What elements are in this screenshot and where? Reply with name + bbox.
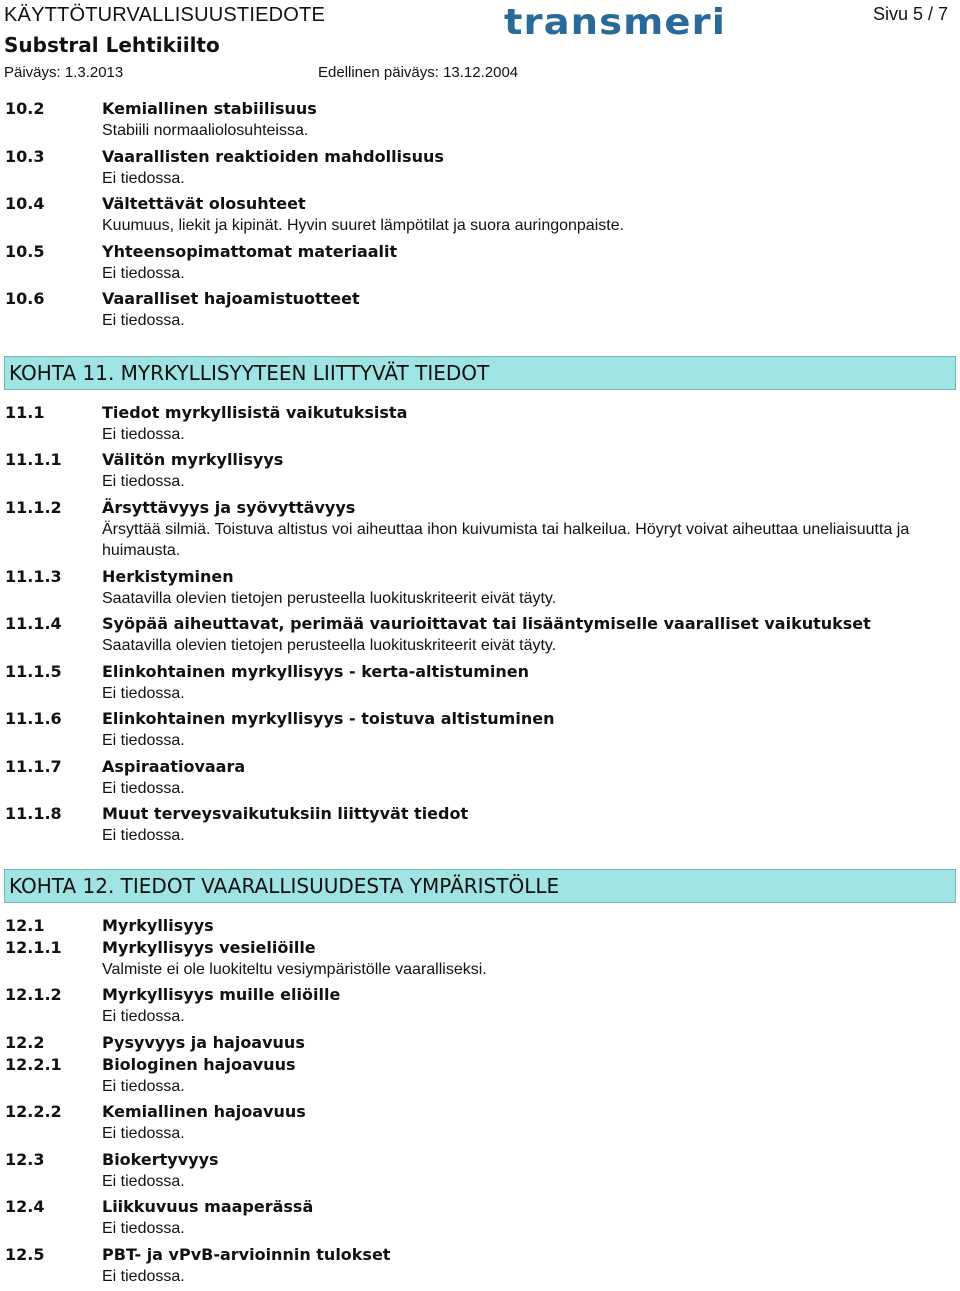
subsection-title: Biokertyvyys (102, 1149, 960, 1171)
subsection-row (0, 193, 960, 237)
subsection-text: Ärsyttää silmiä. Toistuva altistus voi aiheuttaa ihon kuivumista tai halkeilua. Höyryt voivat aiheuttaa uneliaisuutta ja huimausta. (102, 519, 960, 562)
subsection-row (0, 1054, 960, 1098)
subsection-title: Tiedot myrkyllisistä vaikutuksista (102, 402, 960, 424)
section-12-items (0, 915, 960, 1291)
subsection-row (0, 497, 960, 562)
subsection-row (0, 1149, 960, 1193)
subsection-title: Vaarallisten reaktioiden mahdollisuus (102, 146, 960, 168)
subsection-title: Elinkohtainen myrkyllisyys - kerta-altistuminen (102, 661, 960, 683)
subsection-number: 12.1 (0, 915, 102, 937)
subsection-content (102, 497, 960, 562)
subsection-row (0, 402, 960, 446)
subsection-row (0, 984, 960, 1028)
subsection-content (102, 613, 960, 657)
subsection-number: 11.1.4 (0, 613, 102, 657)
subsection-row (0, 98, 960, 142)
subsection-text: Ei tiedossa. (102, 263, 960, 285)
subsection-title: Kemiallinen stabiilisuus (102, 98, 960, 120)
row-gap (0, 332, 960, 336)
subsection-text: Saatavilla olevien tietojen perusteella luokituskriteerit eivät täyty. (102, 635, 960, 657)
subsection-text: Valmiste ei ole luokiteltu vesiympäristölle vaaralliseksi. (102, 959, 960, 981)
subsection-title: Myrkyllisyys (102, 915, 960, 937)
subsection-title: Myrkyllisyys muille eliöille (102, 984, 960, 1006)
subsection-text: Ei tiedossa. (102, 1171, 960, 1193)
subsection-number: 11.1.2 (0, 497, 102, 562)
subsection-row (0, 708, 960, 752)
subsection-number: 11.1.1 (0, 449, 102, 493)
subsection-row (0, 146, 960, 190)
subsection-content (102, 1149, 960, 1193)
row-gap (0, 847, 960, 851)
subsection-content (102, 402, 960, 446)
subsection-content (102, 1054, 960, 1098)
subsection-number: 11.1.5 (0, 661, 102, 705)
subsection-content (102, 708, 960, 752)
subsection-text: Ei tiedossa. (102, 778, 960, 800)
subsection-number: 12.4 (0, 1196, 102, 1240)
subsection-content (102, 566, 960, 610)
section-10-items (0, 98, 960, 336)
subsection-row (0, 566, 960, 610)
subsection-title: Aspiraatiovaara (102, 756, 960, 778)
subsection-number: 12.5 (0, 1244, 102, 1288)
subsection-text: Stabiili normaaliolosuhteissa. (102, 120, 960, 142)
subsection-title: Elinkohtainen myrkyllisyys - toistuva altistuminen (102, 708, 960, 730)
section-12-heading: KOHTA 12. TIEDOT VAARALLISUUDESTA YMPÄRISTÖLLE (4, 869, 956, 903)
subsection-text: Ei tiedossa. (102, 1076, 960, 1098)
issue-date: Päiväys: 1.3.2013 (4, 64, 123, 81)
subsection-title: Kemiallinen hajoavuus (102, 1101, 960, 1123)
subsection-row (0, 1032, 960, 1054)
subsection-number: 12.1.2 (0, 984, 102, 1028)
subsection-title: Muut terveysvaikutuksiin liittyvät tiedot (102, 803, 960, 825)
subsection-content (102, 1196, 960, 1240)
subsection-text: Ei tiedossa. (102, 1123, 960, 1145)
subsection-text: Ei tiedossa. (102, 471, 960, 493)
transmeri-logo (504, 6, 730, 40)
section-11-heading: KOHTA 11. MYRKYLLISYYTEEN LIITTYVÄT TIEDOT (4, 356, 956, 390)
subsection-title: Vältettävät olosuhteet (102, 193, 960, 215)
subsection-text: Ei tiedossa. (102, 730, 960, 752)
subsection-text: Ei tiedossa. (102, 825, 960, 847)
subsection-title: Vaaralliset hajoamistuotteet (102, 288, 960, 310)
subsection-row (0, 613, 960, 657)
subsection-title: Myrkyllisyys vesieliöille (102, 937, 960, 959)
page-header (0, 0, 960, 90)
subsection-content (102, 146, 960, 190)
subsection-title: Yhteensopimattomat materiaalit (102, 241, 960, 263)
subsection-content (102, 241, 960, 285)
logo-wordmark: transmeri (504, 6, 726, 40)
subsection-text: Ei tiedossa. (102, 1266, 960, 1288)
subsection-title: Ärsyttävyys ja syövyttävyys (102, 497, 960, 519)
subsection-text: Saatavilla olevien tietojen perusteella luokituskriteerit eivät täyty. (102, 588, 960, 610)
subsection-row (0, 449, 960, 493)
subsection-row (0, 1196, 960, 1240)
row-gap (0, 1287, 960, 1291)
subsection-number: 12.2.1 (0, 1054, 102, 1098)
subsection-row (0, 661, 960, 705)
subsection-row (0, 803, 960, 847)
product-name: Substral Lehtikiilto (4, 33, 220, 57)
subsection-content (102, 756, 960, 800)
subsection-number: 12.2 (0, 1032, 102, 1054)
subsection-text: Ei tiedossa. (102, 310, 960, 332)
subsection-row (0, 241, 960, 285)
subsection-text: Ei tiedossa. (102, 1006, 960, 1028)
subsection-text: Ei tiedossa. (102, 1218, 960, 1240)
subsection-content (102, 1244, 960, 1288)
subsection-content (102, 984, 960, 1028)
subsection-number: 10.3 (0, 146, 102, 190)
document-type: KÄYTTÖTURVALLISUUSTIEDOTE (4, 4, 325, 27)
subsection-content (102, 915, 960, 937)
subsection-number: 12.1.1 (0, 937, 102, 981)
subsection-row (0, 937, 960, 981)
subsection-title: PBT- ja vPvB-arvioinnin tulokset (102, 1244, 960, 1266)
subsection-content (102, 288, 960, 332)
subsection-title: Liikkuvuus maaperässä (102, 1196, 960, 1218)
subsection-text: Ei tiedossa. (102, 424, 960, 446)
subsection-content (102, 803, 960, 847)
subsection-number: 10.4 (0, 193, 102, 237)
subsection-content (102, 661, 960, 705)
subsection-row (0, 915, 960, 937)
document-body (0, 98, 960, 1291)
subsection-number: 10.5 (0, 241, 102, 285)
subsection-number: 11.1.3 (0, 566, 102, 610)
subsection-row (0, 288, 960, 332)
subsection-title: Pysyvyys ja hajoavuus (102, 1032, 960, 1054)
subsection-content (102, 193, 960, 237)
subsection-number: 11.1.7 (0, 756, 102, 800)
section-11-items (0, 402, 960, 851)
subsection-row (0, 756, 960, 800)
subsection-text: Ei tiedossa. (102, 683, 960, 705)
subsection-number: 10.2 (0, 98, 102, 142)
subsection-number: 12.3 (0, 1149, 102, 1193)
subsection-text: Kuumuus, liekit ja kipinät. Hyvin suuret lämpötilat ja suora auringonpaiste. (102, 215, 960, 237)
subsection-title: Syöpää aiheuttavat, perimää vaurioittavat tai lisääntymiselle vaaralliset vaikutukset (102, 613, 960, 635)
subsection-title: Biologinen hajoavuus (102, 1054, 960, 1076)
subsection-row (0, 1244, 960, 1288)
subsection-title: Välitön myrkyllisyys (102, 449, 960, 471)
subsection-content (102, 1101, 960, 1145)
subsection-row (0, 1101, 960, 1145)
subsection-number: 11.1.8 (0, 803, 102, 847)
subsection-text: Ei tiedossa. (102, 168, 960, 190)
subsection-content (102, 937, 960, 981)
subsection-content (102, 449, 960, 493)
subsection-content (102, 1032, 960, 1054)
subsection-title: Herkistyminen (102, 566, 960, 588)
page-number: Sivu 5 / 7 (873, 4, 948, 25)
previous-date: Edellinen päiväys: 13.12.2004 (318, 64, 518, 81)
subsection-content (102, 98, 960, 142)
subsection-number: 10.6 (0, 288, 102, 332)
subsection-number: 11.1 (0, 402, 102, 446)
subsection-number: 12.2.2 (0, 1101, 102, 1145)
subsection-number: 11.1.6 (0, 708, 102, 752)
